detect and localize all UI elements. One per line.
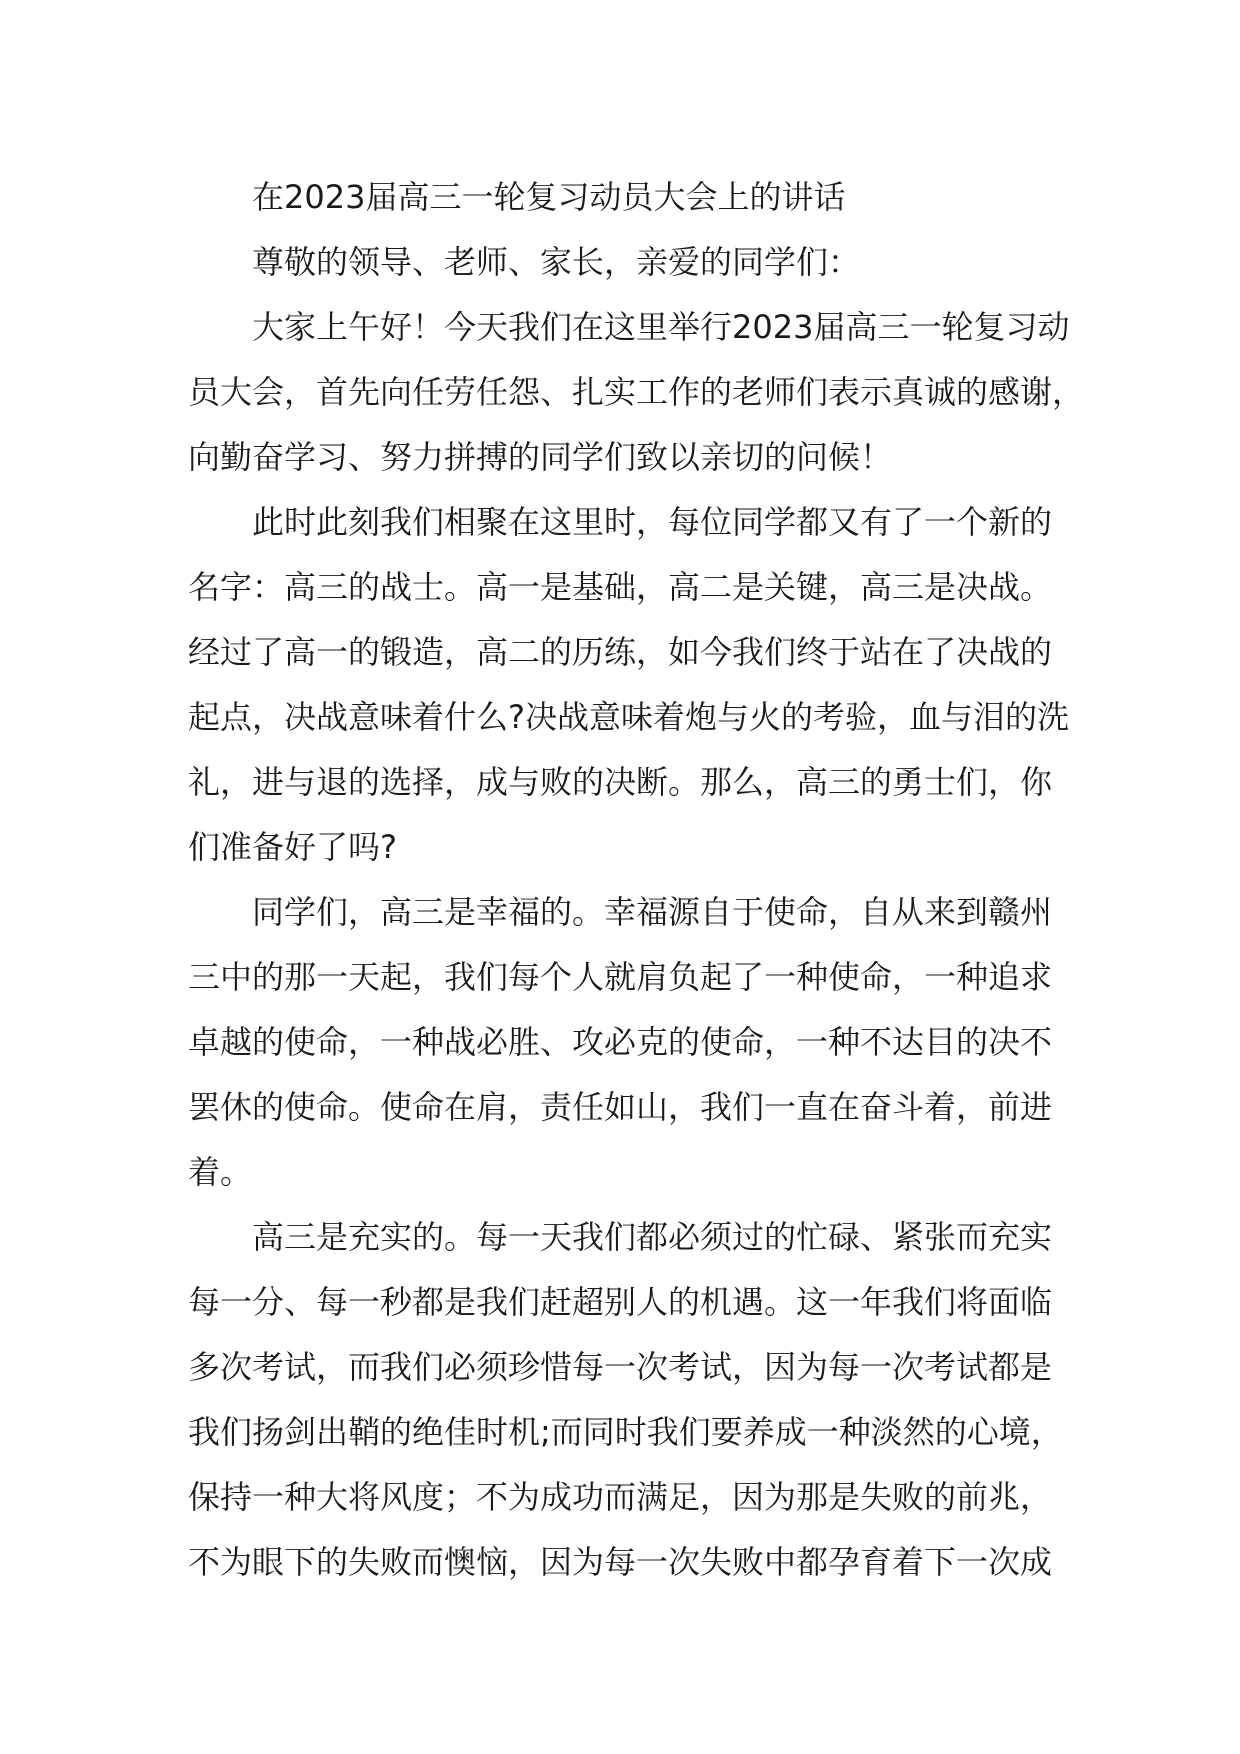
paragraph-greeting <box>188 295 1085 490</box>
paragraph-line: 每一分、每一秒都是我们赶超别人的机遇。这一年我们将面临 <box>188 1283 1053 1321</box>
paragraph-happiness <box>188 880 1060 1205</box>
document-title: 在2023届高三一轮复习动员大会上的讲话 <box>252 178 846 216</box>
paragraph-line: 们准备好了吗? <box>188 828 397 866</box>
paragraph-line: 名字：高三的战士。高一是基础，高二是关键，高三是决战。 <box>188 568 1053 606</box>
paragraph-fulfillment <box>188 1205 1063 1595</box>
paragraph-line: 经过了高一的锻造，高二的历练，如今我们终于站在了决战的 <box>188 633 1053 671</box>
document-body <box>188 165 1085 1595</box>
paragraph-line: 向勤奋学习、努力拼搏的同学们致以亲切的问候！ <box>188 438 893 476</box>
paragraph-warriors <box>188 490 1069 880</box>
paragraph-line: 此时此刻我们相聚在这里时，每位同学都又有了一个新的 <box>252 503 1053 541</box>
paragraph-line: 高三是充实的。每一天我们都必须过的忙碌、紧张而充实 <box>252 1218 1053 1256</box>
salutation: 尊敬的领导、老师、家长，亲爱的同学们： <box>252 243 861 281</box>
paragraph-line: 罢休的使命。使命在肩，责任如山，我们一直在奋斗着，前进 <box>188 1088 1053 1126</box>
paragraph-line: 礼，进与退的选择，成与败的决断。那么，高三的勇士们，你 <box>188 763 1053 801</box>
paragraph-line: 卓越的使命，一种战必胜、攻必克的使命，一种不达目的决不 <box>188 1023 1053 1061</box>
paragraph-line: 大家上午好！今天我们在这里举行2023届高三一轮复习动 <box>252 308 1070 346</box>
paragraph-line: 同学们，高三是幸福的。幸福源自于使命，自从来到赣州 <box>252 893 1053 931</box>
paragraph-line: 保持一种大将风度；不为成功而满足，因为那是失败的前兆， <box>188 1478 1053 1516</box>
paragraph-line: 我们扬剑出鞘的绝佳时机;而同时我们要养成一种淡然的心境， <box>188 1413 1063 1451</box>
paragraph-line: 着。 <box>188 1153 253 1191</box>
paragraph-line: 起点，决战意味着什么?决战意味着炮与火的考验，血与泪的洗 <box>188 698 1069 736</box>
paragraph-line: 员大会，首先向任劳任怨、扎实工作的老师们表示真诚的感谢， <box>188 373 1085 411</box>
paragraph-line: 三中的那一天起，我们每个人就肩负起了一种使命，一种追求 <box>188 958 1053 996</box>
paragraph-line: 多次考试，而我们必须珍惜每一次考试，因为每一次考试都是 <box>188 1348 1053 1386</box>
paragraph-line: 不为眼下的失败而懊恼，因为每一次失败中都孕育着下一次成 <box>188 1543 1053 1581</box>
